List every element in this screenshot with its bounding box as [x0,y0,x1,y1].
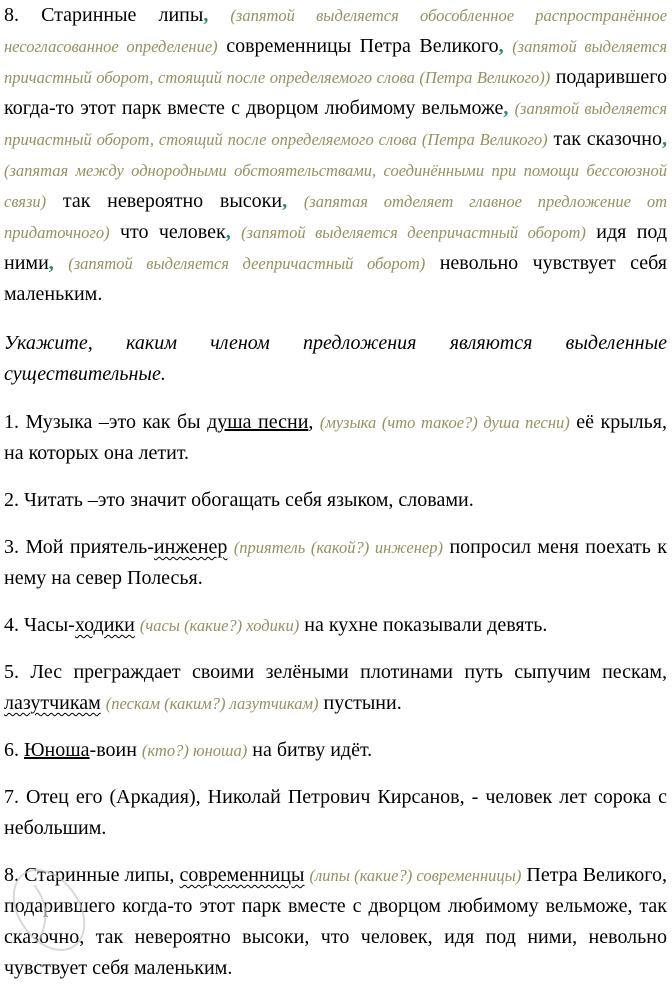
item-5: 5. Лес преграждает своими зелёными плотинами путь сыпучим пескам, лазутчикам (пескам (каким?) лазутчикам) пустыни. [4,661,667,714]
comment: (запятая между однородными обстоятельствами, соединёнными при помощи бессоюзной связи) [4,161,667,211]
comment: (музыка (что такое?) душа песни) [319,413,570,432]
highlighted-noun: ходики [74,614,135,636]
text: идя под ними [4,221,668,274]
item-6: 6. Юноша-воин (кто?) юноша) на битву идёт. [4,739,373,761]
paragraph-8-punctuation: 8. Старинные липы, (запятой выделяется обособленное распространённое несогласованное определение) современницы Петра Великого, (запятой выделяется причастный оборот, стоящий после определяемого слова (Петра Великого)) подарившего когда-то этот парк вместе с дворцом любимому вельможе, (запятой выделяется причастный оборот, стоящий после определяемого слова (Петра Великого) так сказочно, (запятая между однородными обстоятельствами, соединёнными при помощи бессоюзной связи) так невероятно высоки, (запятая отделяет главное предложение от придаточного) что человек, (запятой выделяется деепричастный оборот) идя под ними, (запятой выделяется деепричастный оборот) невольно чувствует себя маленьким. [4,4,668,305]
comment: (запятой выделяется причастный оборот, стоящий после определяемого слова (Петра Великого)) [4,37,668,87]
item-2: 2. Читать –это значит обогащать себя языком, словами. [4,489,474,511]
comment: (запятая отделяет главное предложение от придаточного) [4,192,667,242]
item-1: 1. Музыка –это как бы душа песни, (музыка (что такое?) душа песни) её крылья, на которых она летит. [4,411,667,464]
text: так невероятно высоки [62,190,283,212]
text: что человек [119,221,226,243]
comment: (запятой выделяется деепричастный оборот) [68,254,426,273]
highlighted-noun: лазутчикам [4,692,101,714]
item-4: 4. Часы-ходики (часы (какие?) ходики) на кухне показывали девять. [4,614,548,636]
comment: (часы (какие?) ходики) [139,616,300,635]
instruction: Укажите, каким членом предложения являются выделенные существительные. [4,332,667,385]
text: так сказочно [553,128,663,150]
item-3: 3. Мой приятель-инженер (приятель (какой?) инженер) попросил меня поехать к нему на север Полесья. [4,536,667,589]
text: современницы Петра Великого [226,35,499,57]
comment: (запятой выделяется деепричастный оборот) [241,223,586,242]
highlighted-noun: инженер [153,536,228,558]
comment: (пескам (каким?) лазутчикам) [105,694,319,713]
comment: (липы (какие?) современницы) [309,866,522,885]
comment: (кто?) юноша) [141,741,248,760]
item-8: 8. Старинные липы, современницы (липы (какие?) современницы) Петра Великого, подарившего когда-то этот парк вместе с дворцом любимому вельможе, так сказочно, так невероятно высоки, что человек, идя под ними, невольно чувствует себя маленьким. [4,864,667,979]
highlighted-noun: современницы [179,864,305,886]
comment: (запятой выделяется обособленное распространённое несогласованное определение) [4,6,668,56]
text: подарившего когда-то этот парк вместе с дворцом любимому вельможе [4,66,667,119]
comment: (приятель (какой?) инженер) [233,538,443,557]
highlighted-noun: Юноша [24,739,90,761]
comment: (запятой выделяется причастный оборот, стоящий после определяемого слова (Петра Великого) [4,99,668,149]
item-7: 7. Отец его (Аркадия), Николай Петрович Кирсанов, - человек лет сорока с небольшим. [4,786,667,839]
document-page [4,0,667,984]
text: невольно чувствует себя маленьким. [4,252,668,305]
text: 8. Старинные липы [4,4,204,26]
highlighted-noun: душа песни [207,411,309,433]
